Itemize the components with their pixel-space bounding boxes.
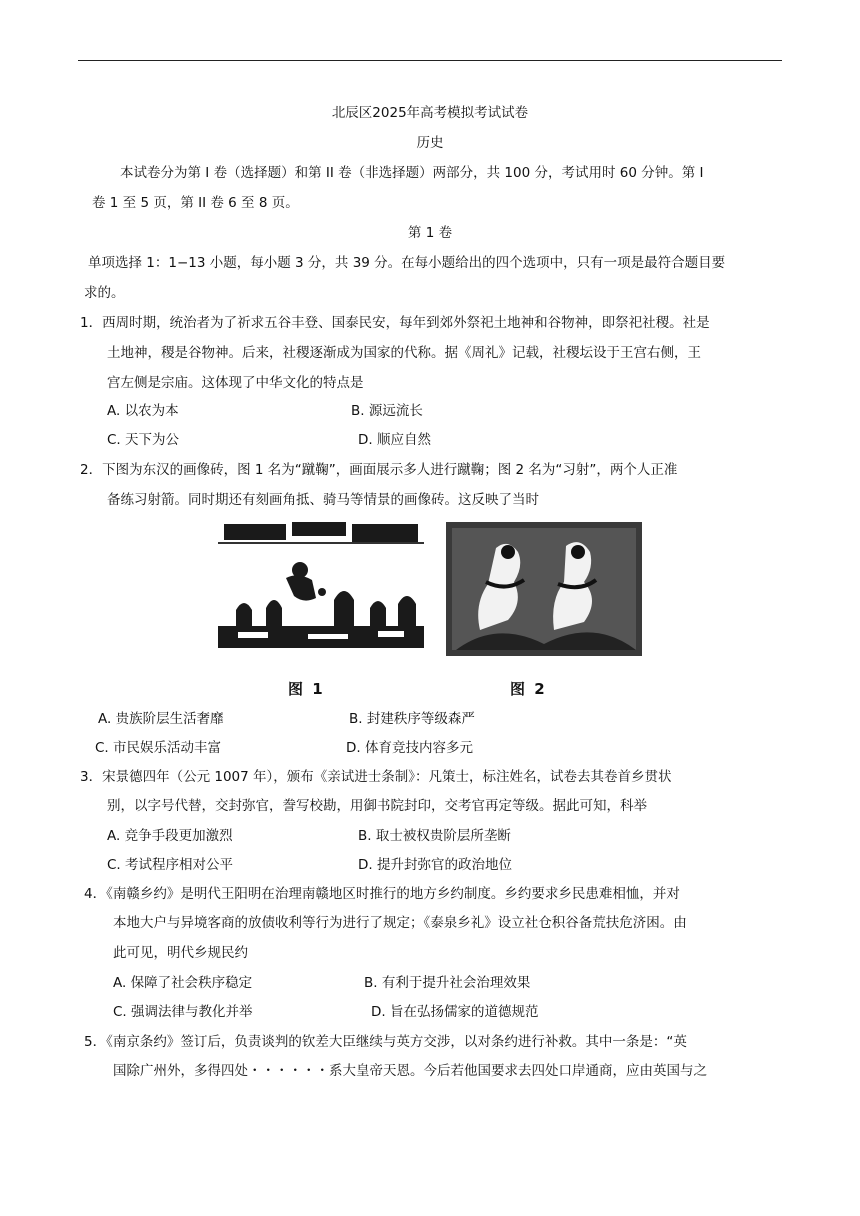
q2-option-c: C. 市民娱乐活动丰富 xyxy=(95,740,222,756)
q3-line-2: 别，以字号代替，交封弥官，誊写校勘，用御书院封印，交考官再定等级。据此可知，科举 xyxy=(107,798,647,814)
q1-option-a: A. 以农为本 xyxy=(107,403,179,419)
q1-option-b: B. 源远流长 xyxy=(351,403,423,419)
q2-line-2: 备练习射箭。同时期还有刻画角抵、骑马等情景的画像砖。这反映了当时 xyxy=(107,492,539,508)
q4-option-a: A. 保障了社会秩序稳定 xyxy=(113,975,253,991)
subject-title: 历史 xyxy=(416,135,444,151)
q3-option-b: B. 取士被权贵阶层所垄断 xyxy=(358,828,511,844)
q3-option-a: A. 竞争手段更加激烈 xyxy=(107,828,233,844)
q2-option-a: A. 贵族阶层生活奢靡 xyxy=(98,711,224,727)
figure-1-cuju-image xyxy=(218,518,424,654)
q4-line-2: 本地大户与异境客商的放债收利等行为进行了规定；《泰泉乡礼》设立社仓积谷备荒扶危济困。由 xyxy=(113,915,687,931)
q5-line-2: 国除广州外，多得四处・・・・・・系大皇帝天恩。今后若他国要求去四处口岸通商，应由英国与之 xyxy=(113,1063,707,1079)
q2-option-d: D. 体育竞技内容多元 xyxy=(346,740,473,756)
q1-line-2: 土地神，稷是谷物神。后来，社稷逐渐成为国家的代称。据《周礼》记载，社稷坛设于王宫右侧，王 xyxy=(107,345,701,361)
section-instruction-2: 求的。 xyxy=(84,285,125,301)
q4-option-d: D. 旨在弘扬儒家的道德规范 xyxy=(371,1004,539,1020)
figure-1-caption: 图 1 xyxy=(288,680,325,698)
q2-option-b: B. 封建秩序等级森严 xyxy=(349,711,475,727)
q1-line-3: 宫左侧是宗庙。这体现了中华文化的特点是 xyxy=(107,375,364,391)
section-instruction-1: 单项选择 1：1−13 小题，每小题 3 分，共 39 分。在每小题给出的四个选项中，只有一项是最符合题目要 xyxy=(88,255,726,271)
q4-line-3: 此可见，明代乡规民约 xyxy=(113,945,248,961)
exam-title: 北辰区2025年高考模拟考试试卷 xyxy=(331,105,529,121)
q3-option-c: C. 考试程序相对公平 xyxy=(107,857,234,873)
intro-line-2: 卷 1 至 5 页，第 II 卷 6 至 8 页。 xyxy=(92,195,299,211)
q4-line-1: 4．《南赣乡约》是明代王阳明在治理南赣地区时推行的地方乡约制度。乡约要求乡民患难相恤，并对 xyxy=(84,886,680,902)
q1-line-1: 1．西周时期，统治者为了祈求五谷丰登、国泰民安，每年到郊外祭祀土地神和谷物神，即祭祀社稷。社是 xyxy=(80,315,710,331)
q5-line-1: 5．《南京条约》签订后，负责谈判的钦差大臣继续与英方交涉，以对条约进行补救。其中一条是：“英 xyxy=(84,1034,687,1050)
figure-2-archery-image xyxy=(446,522,642,656)
q4-option-c: C. 强调法律与教化并举 xyxy=(113,1004,253,1020)
q1-option-c: C. 天下为公 xyxy=(107,432,180,448)
top-rule xyxy=(78,60,782,61)
q4-option-b: B. 有利于提升社会治理效果 xyxy=(364,975,531,991)
q3-option-d: D. 提升封弥官的政治地位 xyxy=(358,857,512,873)
q2-line-1: 2．下图为东汉的画像砖，图 1 名为“蹴鞠”，画面展示多人进行蹴鞠；图 2 名为“习射”，两个人正准 xyxy=(80,462,678,478)
intro-line-1: 本试卷分为第 I 卷（选择题）和第 II 卷（非选择题）两部分，共 100 分，考试用时 60 分钟。第 I xyxy=(120,165,704,181)
q1-option-d: D. 顺应自然 xyxy=(358,432,431,448)
q3-line-1: 3．宋景德四年（公元 1007 年），颁布《亲试进士条制》：凡策士，标注姓名，试卷去其卷首乡贯状 xyxy=(80,769,672,785)
section-title: 第 1 卷 xyxy=(407,225,453,241)
figure-2-caption: 图 2 xyxy=(510,680,547,698)
